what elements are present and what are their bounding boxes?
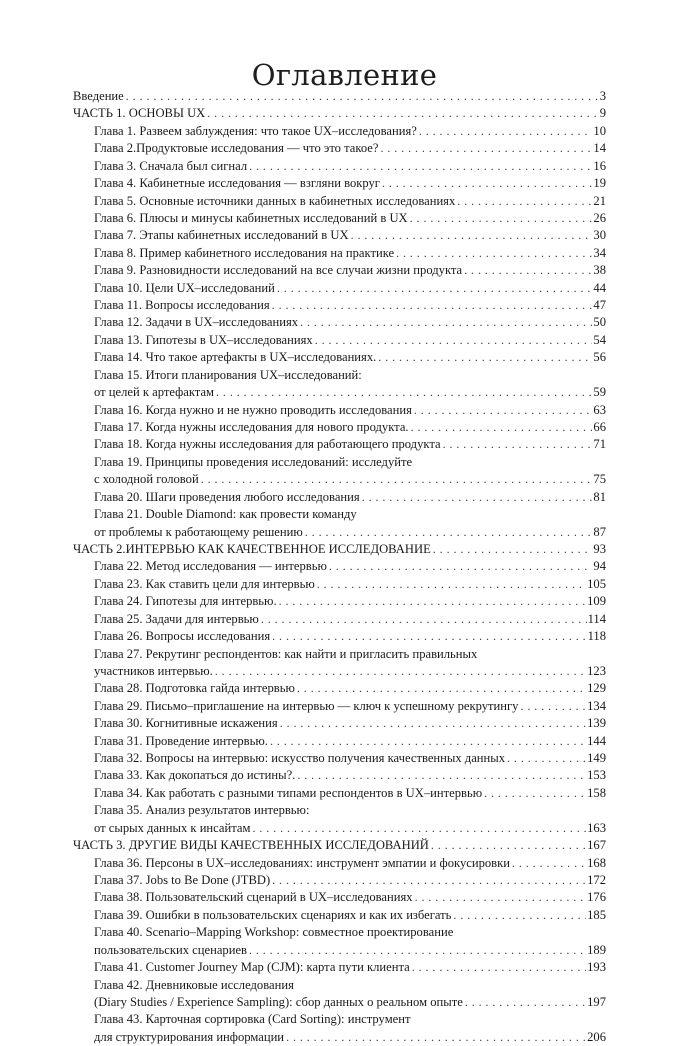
toc-entry-title: Глава 5. Основные источники данных в кабинетных исследованиях (94, 193, 457, 210)
toc-entry-title: от целей к артефактам (94, 384, 216, 401)
dot-leader (297, 680, 586, 697)
toc-line (73, 489, 606, 506)
toc-line (73, 611, 606, 628)
toc-line (73, 907, 606, 924)
toc-entry-title: Глава 11. Вопросы исследования (94, 297, 272, 314)
toc-line (73, 1029, 606, 1046)
toc-chapter-entry[interactable] (73, 314, 606, 331)
toc-line (73, 175, 606, 192)
toc-chapter-entry[interactable] (73, 628, 606, 645)
dot-leader (272, 297, 593, 314)
toc-line (73, 663, 606, 680)
dot-leader (431, 837, 586, 854)
toc-chapter-entry[interactable] (73, 193, 606, 210)
toc-chapter-entry[interactable] (73, 489, 606, 506)
toc-line (73, 471, 606, 488)
toc-entry-title: Глава 14. Что такое артефакты в UX–исследованиях. (94, 349, 378, 366)
dot-leader (396, 245, 592, 262)
toc-page-number: 206 (587, 1029, 606, 1044)
toc-page-number: 34 (593, 245, 606, 260)
toc-entry-title: Глава 1. Развеем заблуждения: что такое UX–исследования? (94, 123, 419, 140)
toc-chapter-entry[interactable] (73, 924, 606, 959)
dot-leader (277, 280, 593, 297)
toc-page-number: 54 (593, 332, 606, 347)
toc-entry-title: Глава 42. Дневниковые исследования (94, 977, 296, 994)
toc-part-entry[interactable] (73, 837, 606, 854)
toc-line (73, 628, 606, 645)
toc-page-number: 109 (587, 594, 606, 609)
toc-entry-title: Глава 28. Подготовка гайда интервью (94, 680, 297, 697)
toc-page-number: 14 (593, 141, 606, 156)
dot-leader (520, 698, 586, 715)
toc-entry-title: Глава 27. Рекрутинг респондентов: как найти и пригласить правильных (94, 646, 479, 663)
toc-entry-title: Глава 33. Как докопаться до истины?. (94, 767, 297, 784)
dot-leader (362, 489, 593, 506)
toc-page-number: 123 (587, 663, 606, 678)
toc-line (73, 767, 606, 784)
toc-line (73, 593, 606, 610)
toc-chapter-entry[interactable] (73, 698, 606, 715)
toc-chapter-entry[interactable] (73, 872, 606, 889)
dot-leader (216, 384, 592, 401)
toc-chapter-entry[interactable] (73, 855, 606, 872)
toc-page-number: 176 (587, 890, 606, 905)
dot-leader (305, 524, 593, 541)
toc-chapter-entry[interactable] (73, 611, 606, 628)
toc-part-entry[interactable] (73, 541, 606, 558)
toc-page-number: 3 (599, 89, 606, 103)
dot-leader (415, 889, 587, 906)
dot-leader (443, 436, 593, 453)
dot-leader (380, 140, 592, 157)
toc-page-number: 185 (587, 907, 606, 922)
toc-line (73, 646, 606, 663)
toc-page-number: 153 (587, 768, 606, 783)
toc-page-number: 44 (593, 280, 606, 295)
page-title: Оглавление (251, 58, 438, 92)
dot-leader (351, 227, 593, 244)
dot-leader (279, 593, 587, 610)
toc-line (73, 785, 606, 802)
toc-chapter-entry[interactable] (73, 576, 606, 593)
toc-page-number: 163 (587, 820, 606, 835)
toc-page-number: 81 (593, 489, 606, 504)
toc-line (73, 837, 606, 854)
dot-leader (412, 959, 586, 976)
toc-page-number: 38 (593, 263, 606, 278)
toc-page-number: 197 (587, 994, 606, 1009)
toc-line (73, 140, 606, 157)
toc-entry-title: Глава 13. Гипотезы в UX–исследованиях (94, 332, 315, 349)
toc-page-number: 50 (593, 315, 606, 330)
dot-leader (382, 175, 592, 192)
toc-page-number: 158 (587, 785, 606, 800)
toc-entry-title: Глава 4. Кабинетные исследования — взгляни вокруг (94, 175, 382, 192)
toc-line (73, 506, 606, 523)
toc-chapter-entry[interactable] (73, 332, 606, 349)
toc-chapter-entry[interactable] (73, 367, 606, 402)
dot-leader (465, 994, 586, 1011)
toc-entry-title: Глава 9. Разновидности исследований на все случаи жизни продукта (94, 262, 464, 279)
toc-page-number: 26 (593, 210, 606, 225)
toc-line (73, 332, 606, 349)
toc-line (73, 733, 606, 750)
toc-chapter-entry[interactable] (73, 680, 606, 697)
toc-chapter-entry[interactable] (73, 454, 606, 489)
dot-leader (484, 785, 586, 802)
toc-chapter-entry[interactable] (73, 262, 606, 279)
toc-line (73, 314, 606, 331)
toc-page-number: 149 (587, 751, 606, 766)
toc-page-number: 172 (587, 872, 606, 887)
toc-chapter-entry[interactable] (73, 750, 606, 767)
toc-line (73, 924, 606, 941)
toc-line (73, 454, 606, 471)
toc-chapter-entry[interactable] (73, 646, 606, 681)
toc-line (73, 349, 606, 366)
toc-entry-title: Глава 34. Как работать с разными типами респондентов в UX–интервью (94, 785, 484, 802)
toc-line (73, 297, 606, 314)
dot-leader (249, 158, 592, 175)
toc-entry-title: Глава 15. Итоги планирования UX–исследований: (94, 367, 364, 384)
toc-page-number: 134 (587, 698, 606, 713)
toc-chapter-entry[interactable] (73, 506, 606, 541)
toc-entry-title: Глава 40. Scenario–Mapping Workshop: совместное проектирование (94, 924, 455, 941)
toc-line (73, 105, 606, 122)
dot-leader (249, 942, 586, 959)
toc-entry-title: Глава 6. Плюсы и минусы кабинетных исследований в UX (94, 210, 410, 227)
toc-entry-title: Глава 30. Когнитивные искажения (94, 715, 280, 732)
toc-line (73, 994, 606, 1011)
toc-line (73, 680, 606, 697)
dot-leader (378, 349, 592, 366)
toc-page-number: 105 (587, 576, 606, 591)
toc-page-number: 167 (587, 838, 606, 853)
toc-entry-title: участников интервью. (94, 663, 215, 680)
toc-entry-title: Глава 31. Проведение интервью. (94, 733, 270, 750)
toc-entry-title: Глава 20. Шаги проведения любого исследования (94, 489, 362, 506)
dot-leader (272, 628, 586, 645)
toc-page-number: 94 (593, 559, 606, 574)
toc-entry-title: Введение (73, 88, 126, 105)
toc-chapter-entry[interactable] (73, 245, 606, 262)
toc-line (73, 959, 606, 976)
toc-line (73, 977, 606, 994)
toc-line (73, 715, 606, 732)
toc-page-number: 66 (593, 420, 606, 435)
toc-chapter-entry[interactable] (73, 140, 606, 157)
dot-leader (252, 820, 586, 837)
toc-line (73, 820, 606, 837)
toc-entry-title: ЧАСТЬ 2.ИНТЕРВЬЮ КАК КАЧЕСТВЕННОЕ ИССЛЕДОВАНИЕ (73, 541, 433, 558)
toc-page-number: 59 (593, 385, 606, 400)
toc-chapter-entry[interactable] (73, 959, 606, 976)
toc-entry-title: Глава 26. Вопросы исследования (94, 628, 272, 645)
toc-page-number: 10 (593, 123, 606, 138)
toc-line (73, 541, 606, 558)
dot-leader (411, 419, 593, 436)
toc-line (73, 419, 606, 436)
toc-entry-title: Глава 41. Customer Journey Map (CJM): карта пути клиента (94, 959, 412, 976)
toc-line (73, 558, 606, 575)
toc-chapter-entry[interactable] (73, 907, 606, 924)
toc-entry-title: (Diary Studies / Experience Sampling): сбор данных о реальном опыте (94, 994, 465, 1011)
toc-chapter-entry[interactable] (73, 977, 606, 1012)
dot-leader (201, 471, 593, 488)
toc-entry-title: Глава 32. Вопросы на интервью: искусство получения качественных данных (94, 750, 507, 767)
toc-page-number: 168 (587, 855, 606, 870)
dot-leader (297, 767, 586, 784)
toc-line (73, 889, 606, 906)
toc-chapter-entry[interactable] (73, 593, 606, 610)
dot-leader (457, 193, 592, 210)
toc-page-number: 144 (587, 733, 606, 748)
toc-line (73, 436, 606, 453)
toc-entry-title: Глава 35. Анализ результатов интервью: (94, 802, 311, 819)
toc-chapter-entry[interactable] (73, 297, 606, 314)
toc-chapter-entry[interactable] (73, 349, 606, 366)
toc-entry-title: Глава 16. Когда нужно и не нужно проводить исследования (94, 402, 414, 419)
toc-page-number: 19 (593, 176, 606, 191)
toc-line (73, 262, 606, 279)
toc-chapter-entry[interactable] (73, 280, 606, 297)
toc-chapter-entry[interactable] (73, 1011, 606, 1046)
toc-entry-title: Глава 36. Персоны в UX–исследованиях: инструмент эмпатии и фокусировки (94, 855, 512, 872)
toc-page-number: 63 (593, 402, 606, 417)
toc-line (73, 193, 606, 210)
toc-entry-title: для структурирования информации (94, 1029, 286, 1046)
toc-page-number: 30 (593, 228, 606, 243)
toc-page-number: 47 (593, 298, 606, 313)
toc-chapter-entry[interactable] (73, 889, 606, 906)
toc-line (73, 123, 606, 140)
toc-line (73, 88, 606, 105)
toc-entry-title: Глава 17. Когда нужны исследования для нового продукта. (94, 419, 411, 436)
dot-leader (419, 123, 593, 140)
dot-leader (507, 750, 586, 767)
toc-entry-title: Глава 8. Пример кабинетного исследования на практике (94, 245, 396, 262)
toc-chapter-entry[interactable] (73, 733, 606, 750)
dot-leader (280, 715, 586, 732)
toc-page-number: 193 (587, 960, 606, 975)
toc-line (73, 1011, 606, 1028)
toc-line (73, 384, 606, 401)
dot-leader (464, 262, 592, 279)
toc-entry-title: Глава 37. Jobs to Be Done (JTBD) (94, 872, 272, 889)
toc-entry-title: Глава 29. Письмо–приглашение на интервью — ключ к успешному рекрутингу (94, 698, 520, 715)
toc-chapter-entry[interactable] (73, 402, 606, 419)
toc-line (73, 158, 606, 175)
dot-leader (433, 541, 593, 558)
dot-leader (272, 872, 586, 889)
toc-page-number: 114 (587, 611, 606, 626)
dot-leader (315, 332, 593, 349)
toc-entry-title: пользовательских сценариев (94, 942, 249, 959)
toc-line (73, 367, 606, 384)
dot-leader (126, 88, 599, 105)
toc-line (73, 942, 606, 959)
toc-page-number: 129 (587, 681, 606, 696)
toc-line (73, 524, 606, 541)
toc-line (73, 855, 606, 872)
toc-page-number: 71 (593, 437, 606, 452)
toc-part-entry[interactable] (73, 88, 606, 105)
toc-entry-title: Глава 18. Когда нужны исследования для работающего продукта (94, 436, 443, 453)
toc-page-number: 189 (587, 942, 606, 957)
toc-page-number: 9 (599, 106, 606, 121)
toc-line (73, 210, 606, 227)
toc-chapter-entry[interactable] (73, 785, 606, 802)
toc-entry-title: ЧАСТЬ 1. ОСНОВЫ UX (73, 105, 207, 122)
toc-line (73, 227, 606, 244)
toc-chapter-entry[interactable] (73, 436, 606, 453)
toc-entry-title: Глава 22. Метод исследования — интервью (94, 558, 329, 575)
toc-page-number: 118 (587, 629, 606, 644)
toc-entry-title: Глава 10. Цели UX–исследований (94, 280, 277, 297)
toc-page-number: 56 (593, 350, 606, 365)
toc-entry-title: Глава 3. Сначала был сигнал (94, 158, 249, 175)
toc-line (73, 576, 606, 593)
toc-chapter-entry[interactable] (73, 419, 606, 436)
toc-page-number: 21 (593, 193, 606, 208)
toc-line (73, 402, 606, 419)
toc-entry-title: Глава 2.Продуктовые исследования — что это такое? (94, 140, 380, 157)
toc-chapter-entry[interactable] (73, 767, 606, 784)
toc-page-number: 87 (593, 524, 606, 539)
toc-line (73, 750, 606, 767)
dot-leader (215, 663, 586, 680)
toc-entry-title: Глава 7. Этапы кабинетных исследований в UX (94, 227, 351, 244)
toc-line (73, 802, 606, 819)
dot-leader (410, 210, 593, 227)
toc-chapter-entry[interactable] (73, 558, 606, 575)
dot-leader (207, 105, 598, 122)
dot-leader (329, 558, 593, 575)
toc-page-number: 16 (593, 158, 606, 173)
toc-line (73, 698, 606, 715)
toc-entry-title: Глава 25. Задачи для интервью (94, 611, 261, 628)
toc-chapter-entry[interactable] (73, 227, 606, 244)
toc-chapter-entry[interactable] (73, 802, 606, 837)
toc-entry-title: ЧАСТЬ 3. ДРУГИЕ ВИДЫ КАЧЕСТВЕННЫХ ИССЛЕДОВАНИЙ (73, 837, 431, 854)
toc-entry-title: Глава 43. Карточная сортировка (Card Sorting): инструмент (94, 1011, 413, 1028)
dot-leader (512, 855, 586, 872)
dot-leader (286, 1029, 586, 1046)
toc-entry-title: Глава 21. Double Diamond: как провести команду (94, 506, 359, 523)
toc-page-number: 139 (587, 716, 606, 731)
table-of-contents (73, 88, 606, 1046)
toc-chapter-entry[interactable] (73, 715, 606, 732)
toc-page-number: 75 (593, 472, 606, 487)
dot-leader (300, 314, 592, 331)
toc-page-number: 93 (593, 541, 606, 556)
toc-entry-title: Глава 39. Ошибки в пользовательских сценариях и как их избегать (94, 907, 453, 924)
toc-entry-title: Глава 24. Гипотезы для интервью. (94, 593, 279, 610)
toc-chapter-entry[interactable] (73, 123, 606, 140)
toc-line (73, 245, 606, 262)
toc-chapter-entry[interactable] (73, 210, 606, 227)
toc-entry-title: Глава 12. Задачи в UX–исследованиях (94, 314, 300, 331)
toc-line (73, 872, 606, 889)
dot-leader (453, 907, 586, 924)
dot-leader (317, 576, 586, 593)
toc-entry-title: от сырых данных к инсайтам (94, 820, 252, 837)
toc-entry-title: от проблемы к работающему решению (94, 524, 305, 541)
dot-leader (414, 402, 593, 419)
toc-entry-title: Глава 19. Принципы проведения исследований: исследуйте (94, 454, 414, 471)
toc-line (73, 280, 606, 297)
dot-leader (261, 611, 587, 628)
dot-leader (270, 733, 586, 750)
toc-chapter-entry[interactable] (73, 158, 606, 175)
toc-entry-title: Глава 38. Пользовательский сценарий в UX–исследованиях (94, 889, 415, 906)
toc-entry-title: с холодной головой (94, 471, 201, 488)
toc-entry-title: Глава 23. Как ставить цели для интервью (94, 576, 317, 593)
toc-chapter-entry[interactable] (73, 175, 606, 192)
toc-part-entry[interactable] (73, 105, 606, 122)
